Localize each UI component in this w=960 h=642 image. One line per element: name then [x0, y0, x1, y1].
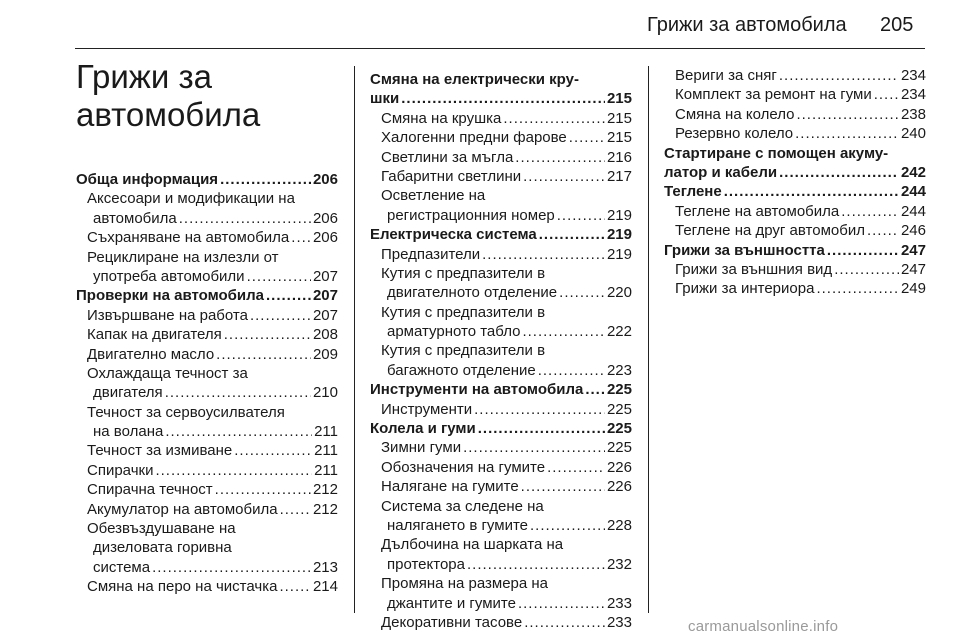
toc-page-number: 217 [606, 167, 632, 185]
toc-page-number: 214 [312, 578, 338, 596]
toc-page-number: 238 [900, 105, 926, 123]
watermark: carmanualsonline.info [688, 618, 839, 635]
toc-page-number: 208 [312, 326, 338, 344]
toc-entry-title: Грижи за интериора [675, 280, 815, 298]
toc-entry-title: Смяна на перо на чистачка [87, 578, 278, 596]
toc-entry[interactable] [370, 109, 632, 128]
chapter-title-line-1: Грижи за [76, 58, 212, 95]
dot-leader [291, 228, 311, 247]
toc-entry-title: Инструменти [381, 400, 473, 418]
toc-entry-title: арматурното табло [387, 323, 521, 341]
toc-entry[interactable] [664, 66, 926, 85]
toc-entry[interactable] [370, 477, 632, 496]
toc-section[interactable] [76, 286, 338, 305]
dot-leader [841, 202, 899, 221]
dot-leader [795, 124, 899, 143]
toc-entry[interactable] [370, 341, 632, 360]
toc-entry[interactable] [76, 422, 338, 441]
dot-leader [521, 477, 605, 496]
toc-page-number: 219 [606, 245, 632, 263]
toc-column-2 [370, 70, 632, 632]
toc-entry[interactable] [370, 128, 632, 147]
toc-entry-title: Теглене [664, 183, 722, 201]
toc-entry-title: Система за следене на [381, 497, 544, 515]
toc-page-number: 246 [900, 222, 926, 240]
dot-leader [557, 206, 605, 225]
toc-page-number: 211 [314, 423, 338, 441]
toc-page-number: 225 [606, 400, 632, 418]
toc-entry[interactable] [370, 574, 632, 593]
toc-page-number: 247 [900, 241, 926, 259]
toc-section[interactable] [370, 89, 632, 108]
toc-entry[interactable] [76, 345, 338, 364]
dot-leader [816, 279, 899, 298]
toc-page-number: 228 [606, 516, 632, 534]
toc-entry-title: Спирачна течност [87, 481, 213, 499]
toc-entry-title: Промяна на размера на [381, 575, 549, 593]
dot-leader [874, 85, 899, 104]
dot-leader [538, 361, 605, 380]
dot-leader [796, 105, 899, 124]
dot-leader [215, 480, 311, 499]
page-number: 205 [880, 14, 914, 36]
toc-section[interactable] [664, 241, 926, 260]
toc-entry-title: Спирачки [87, 461, 154, 479]
running-head: Грижи за автомобила [647, 14, 847, 36]
toc-page-number: 215 [606, 90, 632, 108]
toc-entry-title: Двигателно масло [87, 345, 215, 363]
chapter-title-line-2: автомобила [76, 96, 261, 133]
dot-leader [569, 128, 605, 147]
toc-entry-title: на волана [93, 423, 164, 441]
toc-entry-title: Грижи за външността [664, 241, 825, 259]
toc-entry-title: Кутия с предпазители в [381, 303, 546, 321]
toc-entry-title: Комплект за ремонт на гуми [675, 86, 872, 104]
toc-page-number: 244 [900, 202, 926, 220]
dot-leader [724, 182, 899, 201]
dot-leader [523, 167, 605, 186]
toc-entry-title: Рециклиране на излезли от [87, 248, 279, 266]
toc-entry[interactable] [370, 186, 632, 205]
toc-entry[interactable] [664, 202, 926, 221]
toc-page-number: 206 [312, 209, 338, 227]
toc-page-number: 220 [606, 284, 632, 302]
toc-entry-title: Зимни гуми [381, 439, 462, 457]
dot-leader [482, 245, 605, 264]
toc-entry-title: Обезвъздушаване на [87, 520, 236, 538]
toc-entry[interactable] [76, 538, 338, 557]
toc-page-number: 249 [900, 280, 926, 298]
toc-page-number: 242 [900, 163, 926, 181]
dot-leader [165, 383, 311, 402]
toc-section[interactable] [664, 163, 926, 182]
toc-section[interactable] [76, 170, 338, 189]
toc-entry-title: Декоративни тасове [381, 613, 523, 631]
toc-entry-title: Охлаждаща течност за [87, 364, 248, 382]
dot-leader [234, 441, 312, 460]
dot-leader [827, 241, 899, 260]
dot-leader [279, 577, 311, 596]
toc-entry-title: Проверки на автомобила [76, 287, 264, 305]
toc-entry-title: Смяна на крушка [381, 109, 502, 127]
dot-leader [834, 260, 899, 279]
toc-entry-title: джантите и гумите [387, 594, 516, 612]
toc-entry-title: Резервно колело [675, 125, 794, 143]
toc-column-3 [664, 66, 926, 299]
toc-section[interactable] [370, 70, 632, 89]
toc-entry[interactable] [76, 189, 338, 208]
dot-leader [165, 422, 312, 441]
toc-entry[interactable] [76, 403, 338, 422]
toc-page-number: 207 [312, 287, 338, 305]
toc-entry-title: Вериги за сняг [675, 67, 777, 84]
toc-entry[interactable] [370, 206, 632, 225]
toc-entry-title: дизеловата горивна [93, 539, 232, 557]
toc-entry-title: багажното отделение [387, 361, 536, 379]
toc-entry[interactable] [76, 480, 338, 499]
toc-entry[interactable] [664, 260, 926, 279]
dot-leader [467, 555, 605, 574]
toc-page-number: 233 [606, 594, 632, 612]
toc-entry-title: шки [370, 90, 400, 108]
toc-entry[interactable] [370, 497, 632, 516]
toc-entry-title: Кутия с предпазители в [381, 342, 546, 360]
toc-entry-title: система [93, 558, 151, 576]
toc-entry-title: Теглене на друг автомобил [675, 222, 865, 240]
toc-entry-title: Габаритни светлини [381, 167, 522, 185]
toc-page-number: 215 [606, 109, 632, 127]
toc-entry-title: Дълбочина на шарката на [381, 536, 564, 554]
toc-entry[interactable] [370, 438, 632, 457]
toc-page-number: 247 [900, 260, 926, 278]
toc-entry[interactable] [76, 209, 338, 228]
dot-leader [220, 170, 311, 189]
toc-entry-title: Смяна на колело [675, 105, 795, 123]
toc-entry[interactable] [370, 613, 632, 632]
toc-entry-title: Инструменти на автомобила [370, 381, 584, 399]
toc-entry-title: Обща информация [76, 171, 219, 188]
toc-page-number: 212 [312, 500, 338, 518]
dot-leader [518, 594, 605, 613]
toc-page-number: 225 [606, 381, 632, 399]
toc-entry-title: Съхраняване на автомобила [87, 229, 290, 247]
toc-entry-title: Акумулатор на автомобила [87, 500, 278, 518]
toc-entry-title: Стартиране с помощен акуму- [664, 144, 889, 162]
dot-leader [216, 345, 311, 364]
toc-entry[interactable] [664, 279, 926, 298]
dot-leader [867, 221, 899, 240]
toc-page-number: 216 [606, 148, 632, 166]
toc-page-number: 212 [312, 481, 338, 499]
toc-entry-title: Теглене на автомобила [675, 202, 840, 220]
toc-page-number: 207 [312, 306, 338, 324]
toc-entry-title: Аксесоари и модификации на [87, 190, 295, 208]
dot-leader [547, 458, 605, 477]
toc-page-number: 213 [312, 558, 338, 576]
toc-entry[interactable] [664, 124, 926, 143]
toc-page-number: 225 [606, 420, 632, 438]
dot-leader [247, 267, 311, 286]
toc-entry[interactable] [76, 577, 338, 596]
toc-entry-title: Обозначения на гумите [381, 458, 546, 476]
toc-entry[interactable] [370, 400, 632, 419]
toc-page-number: 234 [900, 86, 926, 104]
toc-entry[interactable] [370, 148, 632, 167]
toc-entry-title: Налягане на гумите [381, 478, 519, 496]
dot-leader [224, 325, 311, 344]
toc-entry-title: употреба автомобили [93, 267, 245, 285]
toc-entry[interactable] [370, 594, 632, 613]
toc-entry-title: протектора [387, 555, 465, 573]
toc-page-number: 226 [606, 478, 632, 496]
toc-entry-title: Електрическа система [370, 226, 537, 244]
dot-leader [524, 613, 605, 632]
toc-entry-title: Капак на двигателя [87, 326, 222, 344]
toc-entry[interactable] [76, 306, 338, 325]
toc-entry[interactable] [664, 105, 926, 124]
toc-entry[interactable] [370, 167, 632, 186]
dot-leader [250, 306, 311, 325]
toc-entry-title: налягането в гумите [387, 516, 528, 534]
dot-leader [401, 89, 605, 108]
toc-page-number: 207 [312, 267, 338, 285]
toc-section[interactable] [370, 419, 632, 438]
toc-entry-title: Халогенни предни фарове [381, 129, 567, 147]
toc-entry[interactable] [370, 535, 632, 554]
toc-section[interactable] [370, 380, 632, 399]
toc-page-number: 232 [606, 555, 632, 573]
toc-entry-title: Светлини за мъгла [381, 148, 514, 166]
toc-section[interactable] [664, 182, 926, 201]
toc-page-number: 222 [606, 323, 632, 341]
toc-page-number: 211 [314, 461, 338, 479]
toc-entry[interactable] [370, 555, 632, 574]
toc-page-number: 209 [312, 345, 338, 363]
toc-page-number: 240 [900, 125, 926, 143]
toc-entry-title: латор и кабели [664, 163, 778, 181]
toc-page-number: 233 [606, 613, 632, 631]
dot-leader [266, 286, 311, 305]
toc-entry-title: Осветление на [381, 187, 486, 205]
toc-section[interactable] [370, 225, 632, 244]
toc-entry[interactable] [76, 558, 338, 577]
column-divider-2 [648, 66, 649, 613]
toc-page-number: 219 [606, 226, 632, 244]
toc-entry[interactable] [76, 364, 338, 383]
column-divider-1 [354, 66, 355, 613]
toc-page-number: 225 [606, 439, 632, 457]
dot-leader [585, 380, 605, 399]
toc-entry[interactable] [370, 264, 632, 283]
toc-entry[interactable] [76, 383, 338, 402]
toc-entry-title: двигателя [93, 384, 163, 402]
toc-entry[interactable] [76, 248, 338, 267]
toc-entry[interactable] [370, 245, 632, 264]
toc-entry[interactable] [370, 458, 632, 477]
dot-leader [280, 500, 311, 519]
toc-page-number: 206 [312, 229, 338, 247]
toc-entry-title: Извършване на работа [87, 306, 248, 324]
dot-leader [515, 148, 605, 167]
toc-entry-title: Колела и гуми [370, 420, 476, 438]
toc-entry[interactable] [76, 325, 338, 344]
toc-page-number: 206 [312, 171, 338, 188]
toc-entry[interactable] [76, 441, 338, 460]
toc-entry[interactable] [76, 228, 338, 247]
dot-leader [779, 66, 899, 85]
toc-entry[interactable] [370, 516, 632, 535]
toc-page-number: 244 [900, 183, 926, 201]
toc-page-number: 211 [314, 442, 338, 460]
toc-entry-title: автомобила [93, 209, 177, 227]
toc-entry-title: двигателното отделение [387, 284, 558, 302]
toc-page-number: 223 [606, 361, 632, 379]
toc-entry-title: регистрационния номер [387, 206, 555, 224]
toc-entry[interactable] [664, 221, 926, 240]
dot-leader [155, 461, 312, 480]
toc-column-1 [76, 170, 338, 597]
toc-entry[interactable] [664, 85, 926, 104]
toc-entry-title: Грижи за външния вид [675, 260, 833, 278]
toc-entry[interactable] [76, 461, 338, 480]
toc-page-number: 215 [606, 129, 632, 147]
toc-page-number: 226 [606, 458, 632, 476]
dot-leader [463, 438, 605, 457]
header-rule [75, 48, 925, 49]
toc-entry-title: Предпазители [381, 245, 481, 263]
dot-leader [179, 209, 311, 228]
toc-page-number: 210 [312, 384, 338, 402]
dot-leader [522, 322, 605, 341]
chapter-title [76, 58, 260, 134]
toc-entry[interactable] [370, 361, 632, 380]
toc-entry[interactable] [76, 519, 338, 538]
dot-leader [478, 419, 605, 438]
toc-section[interactable] [664, 144, 926, 163]
toc-entry[interactable] [76, 500, 338, 519]
dot-leader [559, 283, 605, 302]
toc-entry-title: Смяна на електрически кру- [370, 71, 579, 88]
toc-entry-title: Течност за сервоусилвателя [87, 403, 285, 421]
toc-entry-title: Течност за измиване [87, 442, 233, 460]
toc-entry[interactable] [76, 267, 338, 286]
toc-page-number: 219 [606, 206, 632, 224]
dot-leader [779, 163, 899, 182]
dot-leader [539, 225, 605, 244]
toc-entry[interactable] [370, 303, 632, 322]
toc-entry-title: Кутия с предпазители в [381, 264, 546, 282]
toc-entry[interactable] [370, 322, 632, 341]
dot-leader [530, 516, 605, 535]
toc-page-number: 234 [900, 67, 926, 84]
toc-entry[interactable] [370, 283, 632, 302]
dot-leader [503, 109, 605, 128]
dot-leader [474, 400, 605, 419]
dot-leader [152, 558, 311, 577]
